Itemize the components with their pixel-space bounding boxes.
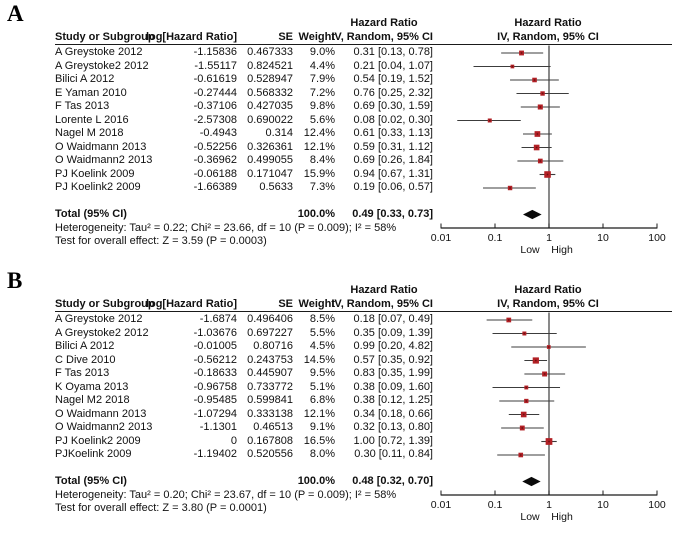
weight-value: 12.4% xyxy=(303,127,335,139)
col-loghr: log[Hazard Ratio] xyxy=(145,298,237,310)
weight-value: 7.3% xyxy=(309,181,335,193)
ci-value: 0.61 [0.33, 1.13] xyxy=(353,127,433,139)
se-value: 0.496406 xyxy=(247,313,293,325)
hr-title-table: Hazard Ratio xyxy=(350,284,418,296)
study-name: Bilici A 2012 xyxy=(55,73,115,85)
study-name: PJKoelink 2009 xyxy=(55,448,132,460)
hr-title-table: Hazard Ratio xyxy=(350,17,418,29)
col-study: Study or Subgroup xyxy=(55,31,155,43)
loghr-value: -0.27444 xyxy=(193,86,237,99)
effect-center-dot xyxy=(525,387,527,389)
weight-value: 8.0% xyxy=(309,448,335,460)
total-label: Total (95% CI) xyxy=(55,208,127,220)
effect-center-dot xyxy=(534,79,536,81)
loghr-value: -0.36962 xyxy=(193,154,237,166)
study-row xyxy=(55,168,433,182)
study-row xyxy=(55,313,433,327)
table-header-top xyxy=(55,283,433,297)
se-value: 0.467333 xyxy=(247,46,293,58)
col-ci: IV, Random, 95% CI xyxy=(331,31,433,43)
study-row xyxy=(55,327,433,341)
total-diamond xyxy=(522,477,540,486)
col-study: Study or Subgroup xyxy=(55,298,155,310)
study-name: Lorente L 2016 xyxy=(55,113,129,126)
loghr-value: -1.1301 xyxy=(199,421,237,433)
axis-tick-label: 0.1 xyxy=(487,232,503,244)
ci-value: 0.76 [0.25, 2.32] xyxy=(353,86,433,99)
study-row xyxy=(55,73,433,87)
study-name: O Waidmann 2013 xyxy=(55,407,147,420)
total-diamond xyxy=(523,210,542,219)
weight-value: 9.5% xyxy=(309,367,335,379)
study-name: A Greystoke 2012 xyxy=(55,313,143,325)
effect-center-dot xyxy=(523,333,525,335)
hr-title-plot: Hazard Ratio xyxy=(514,17,582,29)
axis-tick-label: 100 xyxy=(648,232,666,244)
effect-center-dot xyxy=(539,160,541,162)
weight-value: 5.5% xyxy=(309,326,335,339)
weight-value: 12.1% xyxy=(303,140,335,153)
study-row xyxy=(55,181,433,195)
study-name: E Yaman 2010 xyxy=(55,86,127,99)
study-row xyxy=(55,408,433,422)
study-row xyxy=(55,394,433,408)
se-value: 0.427035 xyxy=(247,100,293,112)
ci-value: 0.30 [0.11, 0.84] xyxy=(354,448,433,460)
overall-effect-note: Test for overall effect: Z = 3.80 (P = 0.0001) xyxy=(55,502,267,514)
se-value: 0.599841 xyxy=(247,394,293,406)
study-row xyxy=(55,381,433,395)
weight-value: 5.6% xyxy=(309,113,335,126)
loghr-value: -1.19402 xyxy=(193,448,237,460)
total-row xyxy=(55,474,433,488)
weight-value: 4.5% xyxy=(309,340,335,352)
total-weight: 100.0% xyxy=(297,208,335,220)
weight-value: 8.4% xyxy=(309,154,335,166)
ci-value: 0.99 [0.20, 4.82] xyxy=(353,340,433,352)
study-name: Nagel M2 2018 xyxy=(55,394,130,406)
se-value: 0.690022 xyxy=(247,113,293,126)
effect-center-dot xyxy=(509,187,511,189)
effect-center-dot xyxy=(536,147,538,149)
axis-tick-label: 10 xyxy=(597,232,609,244)
study-name: Bilici A 2012 xyxy=(55,340,115,352)
weight-value: 7.9% xyxy=(309,73,335,85)
ci-value: 0.34 [0.18, 0.66] xyxy=(353,407,433,420)
se-value: 0.499055 xyxy=(247,154,293,166)
total-weight: 100.0% xyxy=(297,475,335,487)
effect-center-dot xyxy=(521,52,523,54)
col-loghr: log[Hazard Ratio] xyxy=(145,31,237,43)
ci-value: 0.59 [0.31, 1.12] xyxy=(353,140,433,153)
loghr-value: -0.96758 xyxy=(193,380,237,393)
se-value: 0.326361 xyxy=(247,140,293,153)
ci-value: 0.54 [0.19, 1.52] xyxy=(353,73,433,85)
col-weight: Weight xyxy=(298,298,335,310)
study-name: F Tas 2013 xyxy=(55,100,110,112)
se-value: 0.445907 xyxy=(247,367,293,379)
se-value: 0.824521 xyxy=(247,59,293,72)
study-row xyxy=(55,87,433,101)
study-row xyxy=(55,435,433,449)
forest-panel-a xyxy=(0,0,674,266)
loghr-value: -1.6874 xyxy=(199,313,237,325)
se-value: 0.80716 xyxy=(253,340,293,352)
effect-center-dot xyxy=(508,319,510,321)
loghr-value: -1.55117 xyxy=(194,59,237,72)
study-rows xyxy=(55,46,433,195)
total-row xyxy=(55,207,433,221)
col-se: SE xyxy=(278,298,293,310)
study-row xyxy=(55,354,433,368)
study-row xyxy=(55,448,433,462)
forest-plot xyxy=(420,0,674,266)
study-name: A Greystoke2 2012 xyxy=(55,59,149,72)
loghr-value: -0.52256 xyxy=(193,140,237,153)
axis-high-label: High xyxy=(551,244,573,256)
weight-value: 9.8% xyxy=(309,100,335,112)
ci-value: 0.94 [0.67, 1.31] xyxy=(353,167,433,180)
weight-value: 16.5% xyxy=(303,434,335,447)
loghr-value: -0.61619 xyxy=(193,73,237,85)
forest-plot xyxy=(420,267,674,533)
loghr-value: -1.66389 xyxy=(193,181,237,193)
study-name: O Waidmann 2013 xyxy=(55,140,147,153)
study-rows xyxy=(55,313,433,462)
study-row xyxy=(55,141,433,155)
effect-center-dot xyxy=(520,454,522,456)
se-value: 0.243753 xyxy=(247,353,293,366)
weight-value: 9.0% xyxy=(309,46,335,58)
study-name: K Oyama 2013 xyxy=(55,380,129,393)
study-row xyxy=(55,421,433,435)
ci-value: 0.32 [0.13, 0.80] xyxy=(353,421,433,433)
study-row xyxy=(55,46,433,60)
axis-tick-label: 1 xyxy=(546,232,552,244)
weight-value: 9.1% xyxy=(309,421,335,433)
study-name: PJ Koelink2 2009 xyxy=(55,181,141,193)
effect-center-dot xyxy=(525,400,527,402)
loghr-value: -0.56212 xyxy=(193,353,237,366)
se-value: 0.697227 xyxy=(247,326,293,339)
weight-value: 7.2% xyxy=(309,86,335,99)
panel-label: A xyxy=(7,1,24,26)
ci-value: 0.31 [0.13, 0.78] xyxy=(353,46,433,58)
weight-value: 5.1% xyxy=(309,380,335,393)
table-header-top xyxy=(55,16,433,30)
ci-value: 0.38 [0.09, 1.60] xyxy=(353,380,433,393)
axis-low-label: Low xyxy=(520,244,540,256)
study-row xyxy=(55,114,433,128)
se-value: 0.5633 xyxy=(259,181,293,193)
loghr-value: -0.37106 xyxy=(193,100,237,112)
se-value: 0.167808 xyxy=(247,434,293,447)
study-row xyxy=(55,340,433,354)
ci-value: 0.18 [0.07, 0.49] xyxy=(353,313,433,325)
effect-center-dot xyxy=(523,414,525,416)
loghr-value: 0 xyxy=(230,434,237,447)
ci-value: 0.35 [0.09, 1.39] xyxy=(353,326,433,339)
weight-value: 12.1% xyxy=(303,407,335,420)
se-value: 0.46513 xyxy=(253,421,293,433)
se-value: 0.528947 xyxy=(247,73,293,85)
study-name: PJ Koelink2 2009 xyxy=(55,434,141,447)
study-row xyxy=(55,127,433,141)
axis-tick-label: 0.01 xyxy=(430,499,452,511)
table-header xyxy=(55,297,433,311)
ci-value: 0.83 [0.35, 1.99] xyxy=(353,367,433,379)
se-value: 0.314 xyxy=(265,127,293,139)
total-label: Total (95% CI) xyxy=(55,475,127,487)
se-value: 0.171047 xyxy=(247,167,293,180)
total-ci: 0.48 [0.32, 0.70] xyxy=(352,475,433,487)
ci-value: 1.00 [0.72, 1.39] xyxy=(353,434,433,447)
study-name: C Dive 2010 xyxy=(55,353,116,366)
hr-title-plot: Hazard Ratio xyxy=(514,284,582,296)
overall-effect-note: Test for overall effect: Z = 3.59 (P = 0.0003) xyxy=(55,235,267,247)
ci-value: 0.69 [0.26, 1.84] xyxy=(353,154,433,166)
effect-center-dot xyxy=(539,106,541,108)
heterogeneity-note: Heterogeneity: Tau² = 0.22; Chi² = 23.66, df = 10 (P = 0.009); I² = 58% xyxy=(55,222,397,234)
effect-center-dot xyxy=(489,120,491,122)
study-name: O Waidmann2 2013 xyxy=(55,421,153,433)
loghr-value: -0.4943 xyxy=(199,127,237,139)
study-row xyxy=(55,100,433,114)
loghr-value: -1.15836 xyxy=(193,46,237,58)
effect-center-dot xyxy=(521,427,523,429)
study-row xyxy=(55,60,433,74)
se-value: 0.520556 xyxy=(247,448,293,460)
effect-center-dot xyxy=(542,93,544,95)
effect-center-dot xyxy=(548,346,550,348)
se-value: 0.333138 xyxy=(247,407,293,420)
plot-ci-header: IV, Random, 95% CI xyxy=(497,31,599,43)
heterogeneity-note: Heterogeneity: Tau² = 0.20; Chi² = 23.67, df = 10 (P = 0.009); I² = 58% xyxy=(55,489,397,501)
effect-center-dot xyxy=(535,360,537,362)
study-name: PJ Koelink 2009 xyxy=(55,167,135,180)
loghr-value: -1.03676 xyxy=(193,326,237,339)
col-se: SE xyxy=(278,31,293,43)
ci-value: 0.21 [0.04, 1.07] xyxy=(353,59,433,72)
axis-low-label: Low xyxy=(520,511,540,523)
study-name: Nagel M 2018 xyxy=(55,127,124,139)
weight-value: 14.5% xyxy=(303,353,335,366)
axis-tick-label: 0.01 xyxy=(430,232,452,244)
total-ci: 0.49 [0.33, 0.73] xyxy=(352,208,433,220)
forest-panel-b xyxy=(0,267,674,533)
col-weight: Weight xyxy=(298,31,335,43)
weight-value: 8.5% xyxy=(309,313,335,325)
table-header xyxy=(55,30,433,44)
effect-center-dot xyxy=(511,66,513,68)
study-row xyxy=(55,154,433,168)
effect-center-dot xyxy=(547,174,549,176)
weight-value: 15.9% xyxy=(303,167,335,180)
study-name: A Greystoke 2012 xyxy=(55,46,143,58)
ci-value: 0.69 [0.30, 1.59] xyxy=(353,100,433,112)
loghr-value: -0.18633 xyxy=(193,367,237,379)
loghr-value: -2.57308 xyxy=(193,113,237,126)
study-name: O Waidmann2 2013 xyxy=(55,154,153,166)
se-value: 0.568332 xyxy=(247,86,293,99)
axis-high-label: High xyxy=(551,511,573,523)
ci-value: 0.08 [0.02, 0.30] xyxy=(353,113,433,126)
weight-value: 4.4% xyxy=(309,59,335,72)
axis-tick-label: 10 xyxy=(597,499,609,511)
axis-tick-label: 0.1 xyxy=(487,499,503,511)
ci-value: 0.19 [0.06, 0.57] xyxy=(353,181,433,193)
weight-value: 6.8% xyxy=(309,394,335,406)
axis-tick-label: 100 xyxy=(648,499,666,511)
plot-ci-header: IV, Random, 95% CI xyxy=(497,298,599,310)
loghr-value: -0.06188 xyxy=(193,167,237,180)
study-row xyxy=(55,367,433,381)
ci-value: 0.57 [0.35, 0.92] xyxy=(353,353,433,366)
loghr-value: -0.95485 xyxy=(193,394,237,406)
study-name: F Tas 2013 xyxy=(55,367,110,379)
effect-center-dot xyxy=(544,373,546,375)
study-name: A Greystoke2 2012 xyxy=(55,326,149,339)
axis-tick-label: 1 xyxy=(546,499,552,511)
effect-center-dot xyxy=(548,441,550,443)
panel-label: B xyxy=(7,268,23,293)
loghr-value: -1.07294 xyxy=(193,407,237,420)
col-ci: IV, Random, 95% CI xyxy=(331,298,433,310)
effect-center-dot xyxy=(537,133,539,135)
ci-value: 0.38 [0.12, 1.25] xyxy=(353,394,433,406)
loghr-value: -0.01005 xyxy=(193,340,237,352)
se-value: 0.733772 xyxy=(247,380,293,393)
